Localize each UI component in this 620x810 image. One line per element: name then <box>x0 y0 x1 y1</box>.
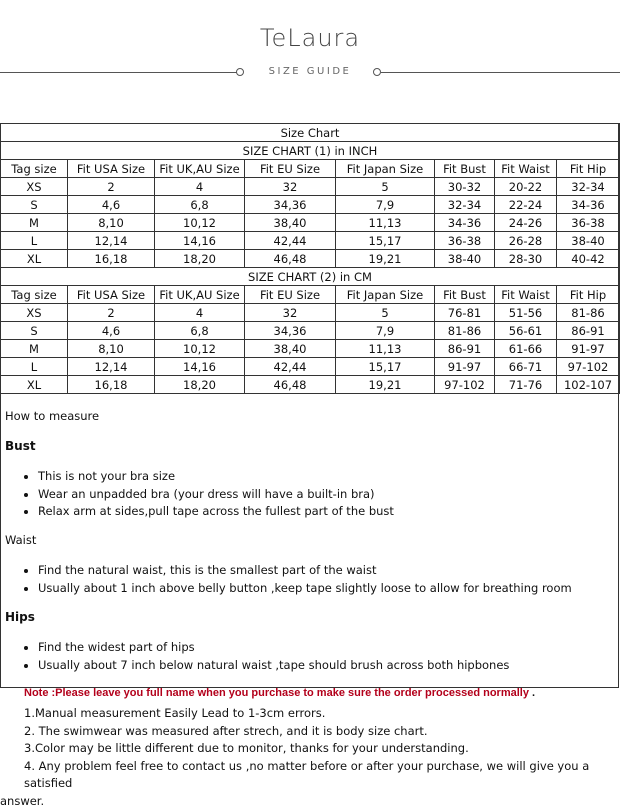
table-cell: 16,18 <box>68 376 155 394</box>
table-cell: S <box>1 196 68 214</box>
table-cell: 14,16 <box>155 232 245 250</box>
column-header: Fit UK,AU Size <box>155 160 245 178</box>
table-cell: 34-36 <box>435 214 495 232</box>
divider-dot-right <box>373 68 381 76</box>
column-header: Fit EU Size <box>245 286 336 304</box>
table-cell: 34,36 <box>245 322 336 340</box>
column-header: Fit Bust <box>435 286 495 304</box>
tip-item: 3.Color may be little different due to monitor, thanks for your understanding. <box>0 740 620 758</box>
table-cell: L <box>1 232 68 250</box>
table-title-row <box>1 142 620 160</box>
table-row <box>1 322 620 340</box>
table-cell: M <box>1 340 68 358</box>
table-row <box>1 358 620 376</box>
table-cell: 16,18 <box>68 250 155 268</box>
table-cell: 20-22 <box>495 178 557 196</box>
table-cell: 81-86 <box>435 322 495 340</box>
table-cell: L <box>1 358 68 376</box>
table-cell: 8,10 <box>68 214 155 232</box>
table-cell: 86-91 <box>435 340 495 358</box>
column-header: Fit UK,AU Size <box>155 286 245 304</box>
note-end: . <box>532 687 535 699</box>
column-header: Fit EU Size <box>245 160 336 178</box>
size-chart-table <box>0 123 620 394</box>
table-cell: 46,48 <box>245 376 336 394</box>
brand-logo: TeLaura <box>0 24 620 52</box>
table-cell: 19,21 <box>336 376 435 394</box>
size-guide-divider <box>0 64 620 82</box>
table-cell: 15,17 <box>336 232 435 250</box>
table-cell: XL <box>1 376 68 394</box>
table-cell: 38,40 <box>245 340 336 358</box>
list-item: • Usually about 7 inch below natural waist ,tape should brush across both hipbones <box>38 657 509 675</box>
table-cell: 28-30 <box>495 250 557 268</box>
table-cell: 2 <box>68 178 155 196</box>
table-cell: 32-34 <box>557 178 620 196</box>
table-cell: 26-28 <box>495 232 557 250</box>
column-header: Fit Hip <box>557 160 620 178</box>
table-cell: 4 <box>155 178 245 196</box>
table-cell: XS <box>1 304 68 322</box>
table-cell: 24-26 <box>495 214 557 232</box>
table-cell: 91-97 <box>435 358 495 376</box>
table-cell: 19,21 <box>336 250 435 268</box>
table-header-row <box>1 286 620 304</box>
table-cell: 6,8 <box>155 322 245 340</box>
column-header: Fit Bust <box>435 160 495 178</box>
table-row <box>1 196 620 214</box>
table-cell: 42,44 <box>245 358 336 376</box>
how-to-measure-heading: How to measure <box>5 409 99 423</box>
tip-item: 1.Manual measurement Easily Lead to 1-3cm errors. <box>0 705 620 723</box>
table-cell: 22-24 <box>495 196 557 214</box>
table-cell: XL <box>1 250 68 268</box>
table-row <box>1 178 620 196</box>
list-item: • Wear an unpadded bra (your dress will have a built-in bra) <box>38 486 394 504</box>
table-title-row <box>1 124 620 142</box>
table-cell: 11,13 <box>336 214 435 232</box>
list-item: • Find the widest part of hips <box>38 639 509 657</box>
table-cell: 97-102 <box>435 376 495 394</box>
table-cell: 8,10 <box>68 340 155 358</box>
table-cell: 7,9 <box>336 322 435 340</box>
bust-list <box>20 468 394 521</box>
column-header: Fit Japan Size <box>336 286 435 304</box>
tip-item: answer. <box>0 793 620 810</box>
table-cell: 81-86 <box>557 304 620 322</box>
table-cell: 56-61 <box>495 322 557 340</box>
purchase-note <box>24 687 535 699</box>
table-title: SIZE CHART (2) in CM <box>1 268 620 286</box>
note-text: Note :Please leave you full name when you purchase to make sure the order processed normally <box>24 687 529 699</box>
list-item: • Usually about 1 inch above belly button ,keep tape slightly loose to allow for breathing room <box>38 580 572 598</box>
table-cell: 32 <box>245 178 336 196</box>
table-cell: 2 <box>68 304 155 322</box>
column-header: Tag size <box>1 286 68 304</box>
table-cell: 61-66 <box>495 340 557 358</box>
tips-list <box>0 705 620 810</box>
table-cell: 102-107 <box>557 376 620 394</box>
table-row <box>1 214 620 232</box>
table-cell: 36-38 <box>435 232 495 250</box>
list-item: • Find the natural waist, this is the smallest part of the waist <box>38 562 572 580</box>
table-cell: 38-40 <box>557 232 620 250</box>
table-cell: 76-81 <box>435 304 495 322</box>
table-cell: 11,13 <box>336 340 435 358</box>
column-header: Fit Waist <box>495 286 557 304</box>
table-cell: 36-38 <box>557 214 620 232</box>
table-cell: 30-32 <box>435 178 495 196</box>
column-header: Fit Japan Size <box>336 160 435 178</box>
table-cell: 51-56 <box>495 304 557 322</box>
table-cell: 12,14 <box>68 232 155 250</box>
table-row <box>1 250 620 268</box>
table-cell: 4 <box>155 304 245 322</box>
table-cell: 14,16 <box>155 358 245 376</box>
table-title: SIZE CHART (1) in INCH <box>1 142 620 160</box>
table-cell: 18,20 <box>155 250 245 268</box>
table-cell: 10,12 <box>155 340 245 358</box>
table-cell: 12,14 <box>68 358 155 376</box>
tip-item: 4. Any problem feel free to contact us ,no matter before or after your purchase, we will give you a satisfied <box>0 758 620 793</box>
table-header-row <box>1 160 620 178</box>
table-cell: 32-34 <box>435 196 495 214</box>
table-cell: 34,36 <box>245 196 336 214</box>
table-cell: 7,9 <box>336 196 435 214</box>
column-header: Tag size <box>1 160 68 178</box>
table-cell: 46,48 <box>245 250 336 268</box>
table-title: Size Chart <box>1 124 620 142</box>
table-title-row <box>1 268 620 286</box>
column-header: Fit Waist <box>495 160 557 178</box>
table-cell: 4,6 <box>68 322 155 340</box>
table-cell: 97-102 <box>557 358 620 376</box>
table-cell: M <box>1 214 68 232</box>
table-cell: 18,20 <box>155 376 245 394</box>
table-cell: 66-71 <box>495 358 557 376</box>
table-cell: S <box>1 322 68 340</box>
table-row <box>1 340 620 358</box>
table-cell: 91-97 <box>557 340 620 358</box>
table-row <box>1 376 620 394</box>
table-row <box>1 304 620 322</box>
table-cell: 42,44 <box>245 232 336 250</box>
waist-list <box>20 562 572 597</box>
hips-list <box>20 639 509 674</box>
tip-item: 2. The swimwear was measured after strech, and it is body size chart. <box>0 723 620 741</box>
bust-heading: Bust <box>5 439 36 453</box>
table-row <box>1 232 620 250</box>
hips-heading: Hips <box>5 610 35 624</box>
divider-line-right <box>381 72 620 73</box>
table-cell: 40-42 <box>557 250 620 268</box>
table-cell: 10,12 <box>155 214 245 232</box>
table-cell: XS <box>1 178 68 196</box>
table-cell: 86-91 <box>557 322 620 340</box>
list-item: • This is not your bra size <box>38 468 394 486</box>
table-cell: 6,8 <box>155 196 245 214</box>
table-cell: 38-40 <box>435 250 495 268</box>
table-cell: 34-36 <box>557 196 620 214</box>
table-cell: 32 <box>245 304 336 322</box>
table-cell: 4,6 <box>68 196 155 214</box>
column-header: Fit Hip <box>557 286 620 304</box>
waist-heading: Waist <box>5 533 36 547</box>
table-cell: 38,40 <box>245 214 336 232</box>
table-cell: 15,17 <box>336 358 435 376</box>
size-guide-label: SIZE GUIDE <box>0 66 620 77</box>
table-cell: 5 <box>336 304 435 322</box>
list-item: • Relax arm at sides,pull tape across the fullest part of the bust <box>38 503 394 521</box>
table-cell: 5 <box>336 178 435 196</box>
column-header: Fit USA Size <box>68 286 155 304</box>
column-header: Fit USA Size <box>68 160 155 178</box>
table-cell: 71-76 <box>495 376 557 394</box>
